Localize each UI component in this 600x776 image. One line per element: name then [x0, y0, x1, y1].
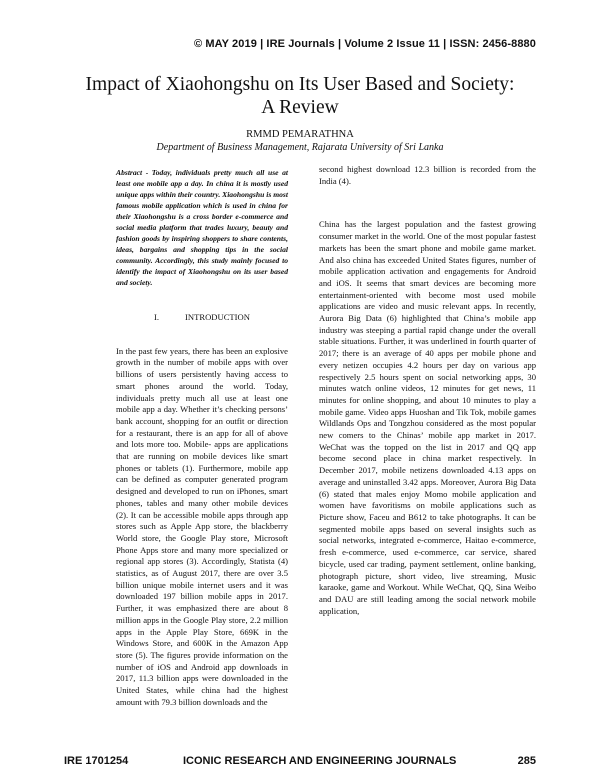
section-number: I.: [154, 312, 160, 322]
intro-paragraph-2: China has the largest population and the fastest growing consumer market in the world. One of the most popular fastest markets has been the smart phone and mobile game market. And also china has exceeded United States figures, number of mobile application activation and engagements for Android and iOS. It seems that smart devices are becoming more entertainment-oriented with become most used mobile applications are video and music relevant apps. In recently, Aurora Big Data (6) highlighted that China’s mobile app industry was steeping a partial rapid change under the overall stable situations. Further, it was underlined in fourth quarter of 2017; there is an average of 40 apps per mobile phone and every netizen occupies 4.2 hours per day on various app respectively 2.5 hours spent on social networking apps, 30 minutes watch online videos, 12 minutes for get news, 11 minutes for online shopping, and about 10 minutes to play a mobile game. Video apps Huoshan and Tik Tok, mobile games Wildlands Ops and Tongzhou considered as the most popular new comers to the Chinas’ mobile app market in 2017. WeChat was the topped on the list in 2017 and QQ app become second place in china market respectively. In December 2017, mobile netizens downloaded 4.13 apps on average and uninstalled 3.42 apps. Moreover, Aurora Big Data (6) stated that males enjoy Momo mobile application and women have favoritisms on mobile applications such as Picture show, Faceu and B612 to take photographs. It can be segmented mobile apps based on several insights such as social networks, integrated e-commerce, Haitao e-commerce, fresh e-commerce, used e-commerce, car service, shared bicycle, used car trading, payment settlement, online banking, photograph picture, short video, live streaming, Music karaoke, game and Workout. While WeChat, QQ, Sina Weibo and DAU are still leading among the social network mobile application,: [319, 219, 536, 616]
running-header: © MAY 2019 | IRE Journals | Volume 2 Issue 11 | ISSN: 2456-8880: [194, 38, 536, 50]
intro-paragraph-continued: second highest download 12.3 billion is recorded from the India (4).: [319, 164, 536, 186]
author-affiliation: Department of Business Management, Rajarata University of Sri Lanka: [156, 142, 444, 153]
left-column: [116, 167, 288, 709]
section-title: INTRODUCTION: [185, 312, 250, 322]
paper-title: [40, 73, 560, 119]
footer-page-number: 285: [517, 755, 536, 767]
intro-paragraph-1: In the past few years, there has been an explosive growth in the number of mobile apps with over billions of users persistently having access to smart phones around the world. Today, individuals pretty much all use at least one mobile app a day. Whether it’s checking persons’ bank account, shopping for an outfit or direction for a restaurant, there is an app for all of above and lots more too. Mobile- apps are applications that are running on mobile devices like smart phones or tablets (1). Furthermore, mobile app can be defined as computer generated program designed and developed to run on iPhones, smart phones, tables and many other mobile devices (2). It can be accessible mobile apps through app stores such as Apple App store, the blackberry World store, the Google Play store, Microsoft Phone Apps store and many more specialized or regional app stores (3). Accordingly, Statista (4) statistics, as of August 2017, there are over 3.5 billion unique mobile internet users and it was downloaded 197 billion mobile apps in 2017. Further, it was emphasized there are about 8 million apps in the Google Play store, 2.2 million apps in the Apple Play Store, 669K in the Windows Store, and 600K in the Amazon App store (5). The figures provide information on the number of iOS and Android app downloads in 2017, 11.3 billion apps were downloaded in the United States, while china had the highest amount with 79.3 billion downloads and the: [116, 345, 288, 707]
title-line-2: A Review: [261, 97, 339, 118]
section-heading: [116, 312, 288, 324]
footer-article-id: IRE 1701254: [64, 755, 129, 767]
title-line-1: Impact of Xiaohongshu on Its User Based and Society:: [85, 74, 515, 95]
footer-journal-name: ICONIC RESEARCH AND ENGINEERING JOURNALS: [183, 755, 457, 767]
right-column: [319, 164, 536, 617]
author-name: RMMD PEMARATHNA: [246, 129, 354, 140]
abstract: Abstract - Today, individuals pretty much all use at least one mobile app a day. In china it is mostly used unique apps within their country. Xiaohongshu is most famous mobile application which is used in china for their Xiaohongshu is a cross border e-commerce and social media platform that trades luxury, beauty and fashion goods by inspiring shoppers to share contents, ideas, bargains and shopping tips in the social community. Accordingly, this study mainly focused to identify the impact of Xiaohongshu on its user based and society.: [116, 168, 288, 287]
